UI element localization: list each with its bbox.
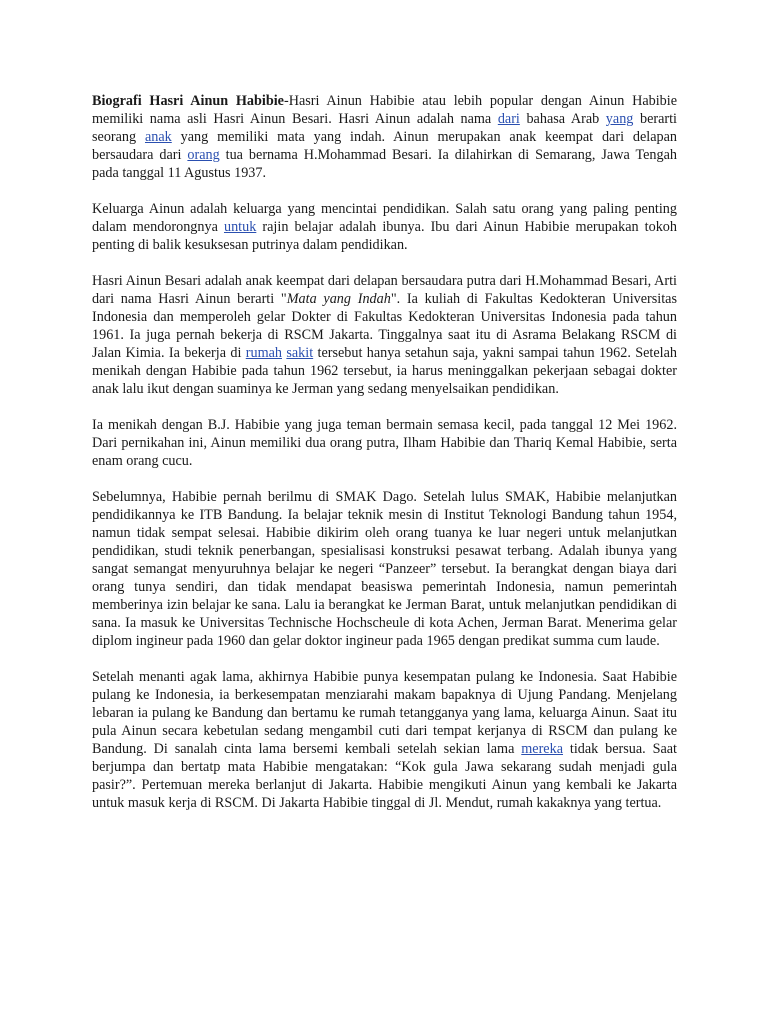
document-page	[92, 92, 677, 830]
italic-text: Mata yang Indah	[286, 291, 391, 307]
text-run: -Hasri Ainun Habibie atau lebih popular dengan Ainun Habibie memiliki nama asli Hasri Ainun Besari. Hasri Ainun adalah nama	[92, 93, 677, 127]
paragraph-1	[92, 92, 677, 182]
text-run: Keluarga Ainun adalah keluarga yang mencintai pendidikan. Salah satu orang yang paling penting dalam mendorongnya	[92, 201, 677, 235]
paragraph-6	[92, 668, 677, 812]
inline-link[interactable]: anak	[144, 129, 172, 145]
paragraph-3	[92, 272, 677, 398]
paragraph-2	[92, 200, 677, 254]
inline-link[interactable]: mereka	[521, 741, 563, 757]
inline-link[interactable]: yang	[605, 111, 634, 127]
text-run: tua bernama H.Mohammad Besari. Ia dilahirkan di Semarang, Jawa Tengah pada tanggal 11 Agustus 1937.	[92, 147, 677, 181]
document-title: Biografi Hasri Ainun Habibie	[92, 93, 284, 109]
inline-link[interactable]: sakit	[286, 345, 314, 361]
text-run: berarti seorang	[92, 111, 677, 145]
text-run: Ia menikah dengan B.J. Habibie yang juga teman bermain semasa kecil, pada tanggal 12 Mei 1962. Dari pernikahan ini, Ainun memiliki dua orang putra, Ilham Habibie dan Thariq Kemal Habibie, serta enam orang cucu.	[92, 417, 677, 469]
inline-link[interactable]: untuk	[223, 219, 257, 235]
inline-link[interactable]: dari	[497, 111, 520, 127]
text-run: tersebut hanya setahun saja, yakni sampai tahun 1962. Setelah menikah dengan Habibie pada tahun 1962 tersebut, ia harus meninggalkan pekerjaan sebagai dokter anak lalu ikut dengan suaminya ke Jerman yang sedang menyelsaikan pendidikan.	[92, 345, 677, 397]
text-run: Setelah menanti agak lama, akhirnya Habibie punya kesempatan pulang ke Indonesia. Saat Habibie pulang ke Indonesia, ia berkesempatan menziarahi makam bapaknya di Ujung Pandang. Menjelang lebaran ia pulang ke Bandung dan bertamu ke rumah tetangganya yang lama, keluarga Ainun. Saat itu pula Ainun secara kebetulan sedang mengambil cuti dari tempat kerjanya di RSCM dan pulang ke Bandung. Di sanalah cinta lama bersemi kembali setelah sekian lama	[92, 669, 677, 757]
text-run: bahasa Arab	[519, 111, 606, 127]
text-run: tidak bersua. Saat berjumpa dan bertatp mata Habibie mengatakan: “Kok gula Jawa sekarang sudah menjadi gula pasir?”. Pertemuan mereka berlanjut di Jakarta. Habibie mengikuti Ainun yang kembali ke Jakarta untuk masuk kerja di RSCM. Di Jakarta Habibie tinggal di Jl. Mendut, rumah kakaknya yang tertua.	[92, 741, 678, 811]
text-run: ". Ia kuliah di Fakultas Kedokteran Universitas Indonesia dan memperoleh gelar Dokter di Fakultas Kedokteran Universitas Indonesia pada tahun 1961. Ia juga pernah bekerja di RSCM Jakarta. Tinggalnya saat itu di Asrama Belakang RSCM di Jalan Kimia. Ia bekerja di	[92, 291, 677, 361]
text-run: yang memiliki mata yang indah. Ainun merupakan anak keempat dari delapan bersaudara dari	[92, 129, 677, 163]
text-run: Sebelumnya, Habibie pernah berilmu di SMAK Dago. Setelah lulus SMAK, Habibie melanjutkan pendidikannya ke ITB Bandung. Ia belajar teknik mesin di Institut Teknologi Bandung tahun 1954, namun tidak sempat selesai. Habibie dikirim oleh orang tuanya ke luar negeri untuk melanjutkan pendidikan, studi teknik penerbangan, spesialisasi konstruksi pesawat terbang. Adalah ibunya yang sangat semangat menyuruhnya belajar ke negeri “Panzeer” tersebut. Ia berangkat dengan biaya dari orang tunya sendiri, dan tidak mendapat beasiswa pemerintah Indonesia, namun pemerintah memberinya izin belajar ke sana. Lalu ia berangkat ke Jerman Barat, untuk melanjutkan pendidikan di sana. Ia masuk ke Universitas Technische Hochscheule di kota Achen, Jerman Barat. Menerima gelar diplom ingineur pada 1960 dan gelar doktor ingineur pada 1965 dengan predikat summa cum laude.	[92, 489, 677, 649]
inline-link[interactable]: rumah	[245, 345, 282, 361]
text-run: Hasri Ainun Besari adalah anak keempat dari delapan bersaudara putra dari H.Mohammad Besari, Arti dari nama Hasri Ainun berarti "	[92, 273, 677, 307]
paragraph-4	[92, 416, 677, 470]
text-run: rajin belajar adalah ibunya. Ibu dari Ainun Habibie merupakan tokoh penting di balik kesuksesan putrinya dalam pendidikan.	[92, 219, 677, 253]
inline-link[interactable]: orang	[187, 147, 220, 163]
paragraph-5	[92, 488, 677, 650]
